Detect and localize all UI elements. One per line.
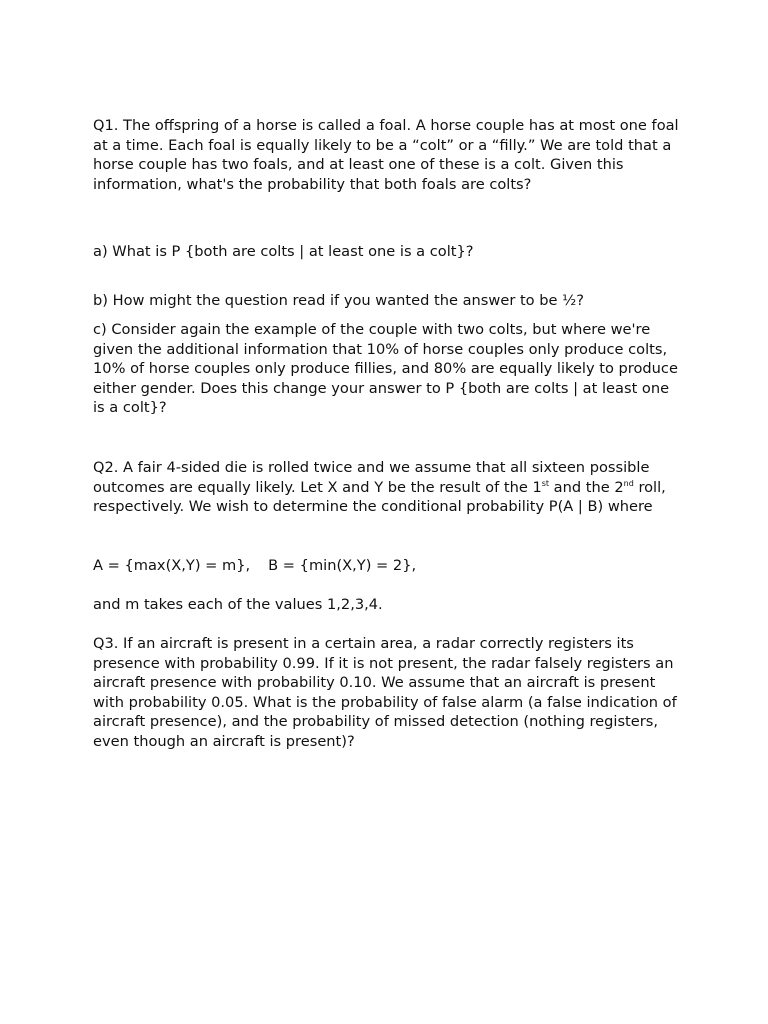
q3-question: Q3. If an aircraft is present in a certain area, a radar correctly registers its presence with probability 0.99. If it is not present, the radar falsely registers an aircraft presence with probability 0.10. We assume that an aircraft is present with probability 0.05. What is the probability of false alarm (a false indication of aircraft presence), and the probability of missed detection (nothing registers, even though an aircraft is present)? — [93, 635, 677, 750]
q2-set-a: A = {max(X,Y) = m}, — [93, 557, 251, 574]
q1-part-b: b) How might the question read if you wanted the answer to be ½? — [93, 292, 585, 309]
q2-sets — [93, 556, 683, 576]
q1-part-c: c) Consider again the example of the couple with two colts, but where we're given the additional information that 10% of horse couples only produce colts, 10% of horse couples only produce fillies, and 80% are equally likely to produce either gender. Does this change your answer to P {both are colts | at least one is a colt}? — [93, 321, 678, 416]
q1-part-a: a) What is P {both are colts | at least one is a colt}? — [93, 243, 474, 260]
q2-text-middle: and the 2 — [549, 478, 624, 496]
q2-superscript-st: st — [541, 478, 550, 488]
q2-m-values: and m takes each of the values 1,2,3,4. — [93, 596, 383, 613]
q2-superscript-nd: nd — [623, 478, 634, 488]
q2-text-start: Q2. A fair 4-sided die is rolled twice and we assume that all sixteen possible outcomes are equally likely. Let X and Y be the result of the 1 — [93, 459, 650, 496]
q2-set-b: B = {min(X,Y) = 2}, — [268, 557, 417, 574]
q2-text-end: roll, respectively. We wish to determine the conditional probability P(A | B) where — [93, 478, 666, 515]
q1-question: Q1. The offspring of a horse is called a foal. A horse couple has at most one foal at a time. Each foal is equally likely to be a “colt” or a “filly.” We are told that a horse couple has two foals, and at least one of these is a colt. Given this information, what's the probability that both foals are colts? — [93, 117, 679, 193]
q2-question — [93, 458, 683, 517]
